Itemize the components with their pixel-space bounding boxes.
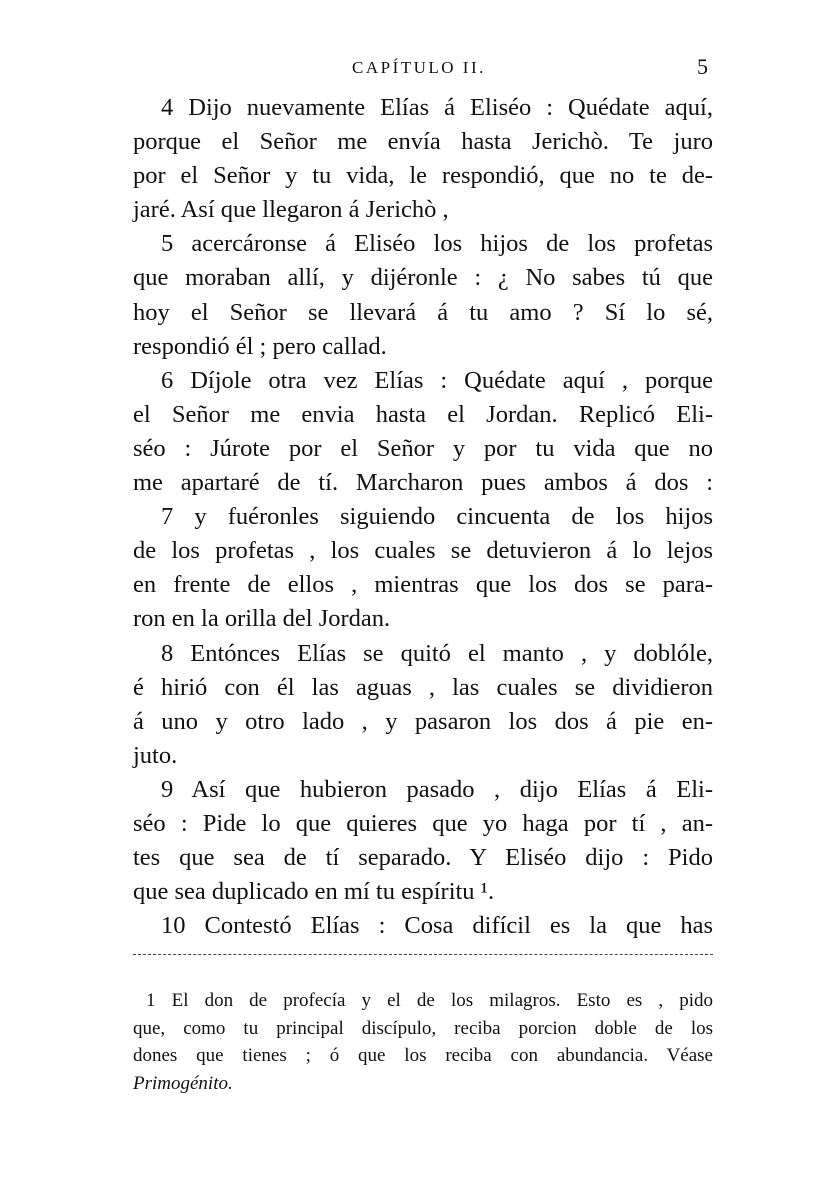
text-line: jaré. Así que llegaron á Jerichò , [133,196,449,224]
text-line: 5 acercáronse á Eliséo los hijos de los profetas [161,230,713,258]
text-line: que moraban allí, y dijéronle : ¿ No sabes tú que [133,264,713,292]
text-line: é hirió con él las aguas , las cuales se dividieron [133,673,713,701]
footnote [133,987,713,1097]
text-line: tes que sea de tí separado. Y Eliséo dijo : Pido [133,844,713,872]
text-line: 8 Entónces Elías se quitó el manto , y doblóle, [161,639,713,667]
text-line: en frente de ellos , mientras que los dos se para- [133,571,713,599]
text-line: me apartaré de tí. Marcharon pues ambos á dos : [133,469,713,497]
text-line: 9 Así que hubieron pasado , dijo Elías á Eli- [161,775,713,803]
footnote-divider [133,954,713,955]
footnote-line: Primogénito. [133,1072,233,1094]
text-line: porque el Señor me envía hasta Jerichò. Te juro [133,128,713,156]
text-line: séo : Pide lo que quieres que yo haga por tí , an- [133,809,713,837]
text-line: que sea duplicado en mí tu espíritu ¹. [133,878,495,906]
text-line: séo : Júrote por el Señor y por tu vida que no [133,434,713,462]
text-line: juto. [133,741,178,769]
page-number: 5 [697,54,708,79]
text-line: de los profetas , los cuales se detuvieron á lo lejos [133,537,713,565]
text-line: el Señor me envia hasta el Jordan. Replicó Eli- [133,400,713,428]
footnote-line: dones que tienes ; ó que los reciba con abundancia. Véase [133,1045,713,1066]
footnote-line: que, como tu principal discípulo, reciba porcion doble de los [133,1017,713,1039]
text-line: ron en la orilla del Jordan. [133,605,391,633]
text-line: respondió él ; pero callad. [133,332,387,360]
text-line: 4 Dijo nuevamente Elías á Eliséo : Quédate aquí, [161,94,713,121]
text-line: 7 y fuéronles siguiendo cincuenta de los hijos [161,503,713,531]
text-line: á uno y otro lado , y pasaron los dos á pie en- [133,707,713,735]
running-header-title: CAPÍTULO II. [352,58,486,77]
text-line: 10 Contestó Elías : Cosa difícil es la que has [161,912,713,940]
text-line: hoy el Señor se llevará á tu amo ? Sí lo sé, [133,298,713,326]
text-line: 6 Díjole otra vez Elías : Quédate aquí , porque [161,366,713,394]
text-line: por el Señor y tu vida, le respondió, que no te de- [133,162,713,190]
footnote-line: 1 El don de profecía y el de los milagros. Esto es , pido [146,990,713,1011]
main-text [133,91,713,943]
